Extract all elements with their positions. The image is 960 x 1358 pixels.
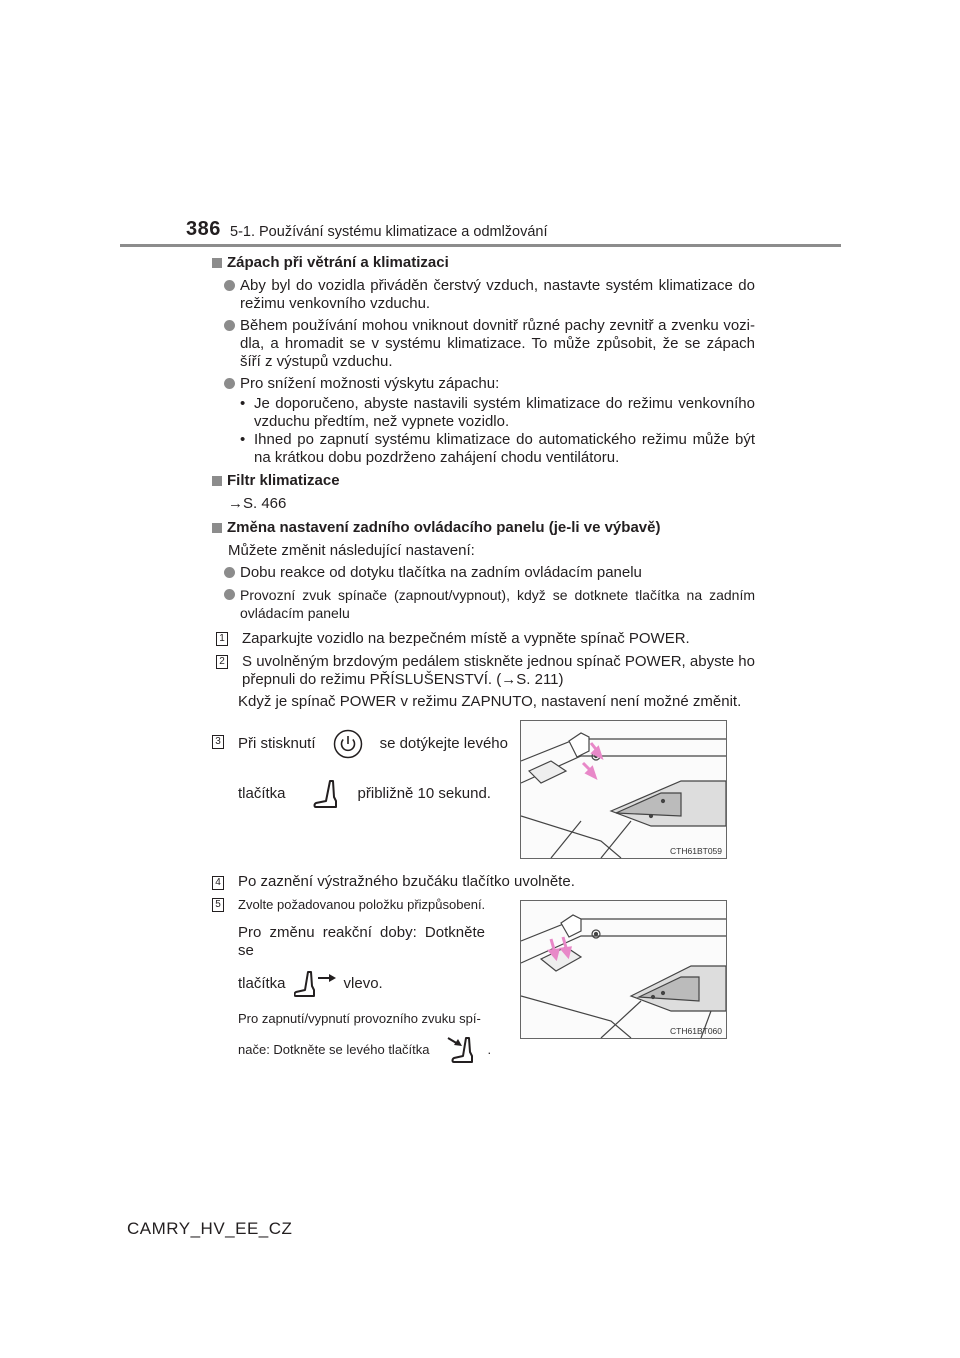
page-reference: →S. 466 <box>228 495 287 512</box>
seat-arrow-left-icon <box>444 1034 484 1066</box>
sub-list-item: • Ihned po zapnutí systému klimatizace do automatického režimu může být na krátkou dobu pozdrženo zahájení chodu ventilátoru. <box>240 431 755 466</box>
power-button-icon <box>333 729 363 759</box>
sub-list-item: • Je doporučeno, abyste nastavili systém klimatizace do režimu venkovního vzduchu předtím, než vypnete vozidlo. <box>240 395 755 430</box>
section-heading-filter: Filtr klimatizace <box>210 472 755 490</box>
seat-arrow-icon <box>294 968 338 1000</box>
step-2: 2 S uvolněným brzdovým pedálem stiskněte jednou spínač POWER, abyste ho přepnuli do režimu PŘÍSLUŠENSTVÍ. (→S. 211) <box>210 653 755 689</box>
circle-bullet-icon <box>224 567 235 578</box>
section-heading-rear-panel: Změna nastavení zadního ovládacího panelu (je-li ve výbavě) <box>210 519 755 537</box>
step-4: Po zaznění výstražného bzučáku tlačítko uvolněte. <box>238 873 575 890</box>
intro-text: Můžete změnit následující nastavení: <box>228 542 475 559</box>
step-note: Když je spínač POWER v režimu ZAPNUTO, nastavení není možné změnit. <box>238 693 742 710</box>
figure-code: CTH61BT059 <box>670 846 722 856</box>
model-code: CAMRY_HV_EE_CZ <box>127 1219 293 1238</box>
step-number: 4 <box>212 876 224 890</box>
header-divider <box>120 244 841 247</box>
figure-code: CTH61BT060 <box>670 1026 722 1036</box>
figure-rear-panel-2 <box>520 900 727 1039</box>
step-3: Při stisknutí se dotýkejte levého tlačítka přibližně 10 sekund. <box>238 731 508 811</box>
square-bullet-icon <box>212 476 222 486</box>
circle-bullet-icon <box>224 589 235 600</box>
step-1: 1 Zaparkujte vozidlo na bezpečném místě a vypněte spínač POWER. <box>210 630 755 648</box>
step-5: Zvolte požadovanou položku přizpůsobení. Pro změnu reakční doby: Dotkněte se tlačítka vlevo. Pro zapnutí/vypnutí provozního zvuku spí- nače: Dotkněte se levého tlačítka . <box>238 896 506 1066</box>
square-bullet-icon <box>212 523 222 533</box>
page-number: 386 <box>186 218 221 240</box>
step-number: 2 <box>216 655 228 669</box>
step-number: 3 <box>212 735 224 749</box>
section-title: 5-1. Používání systému klimatizace a odmlžování <box>230 224 548 240</box>
list-item: Aby byl do vozidla přiváděn čerstvý vzduch, nastavte systém klimatizace do režimu venkovního vzduchu. <box>224 277 755 313</box>
page-content <box>210 254 755 719</box>
list-item: Provozní zvuk spínače (zapnout/vypnout), když se dotknete tlačítka na zadním ovládacím panelu <box>224 586 755 622</box>
step-number: 5 <box>212 898 224 912</box>
list-item: Dobu reakce od dotyku tlačítka na zadním ovládacím panelu <box>224 564 755 582</box>
figure-rear-panel-1 <box>520 720 727 859</box>
list-item: Pro snížení možnosti výskytu zápachu: <box>224 375 755 393</box>
square-bullet-icon <box>212 258 222 268</box>
list-item: Během používání mohou vniknout dovnitř různé pachy zevnitř a zvenku vozi- dla, a hromadit se v systému klimatizace. To může způsobit, že se zápach šíří z výstupů vzduchu. <box>224 317 755 371</box>
section-heading-odor: Zápach při větrání a klimatizaci <box>210 254 755 272</box>
rear-panel-illustration <box>521 901 726 1038</box>
circle-bullet-icon <box>224 320 235 331</box>
rear-panel-illustration <box>521 721 726 858</box>
seat-icon <box>310 777 344 811</box>
circle-bullet-icon <box>224 378 235 389</box>
circle-bullet-icon <box>224 280 235 291</box>
step-number: 1 <box>216 632 228 646</box>
